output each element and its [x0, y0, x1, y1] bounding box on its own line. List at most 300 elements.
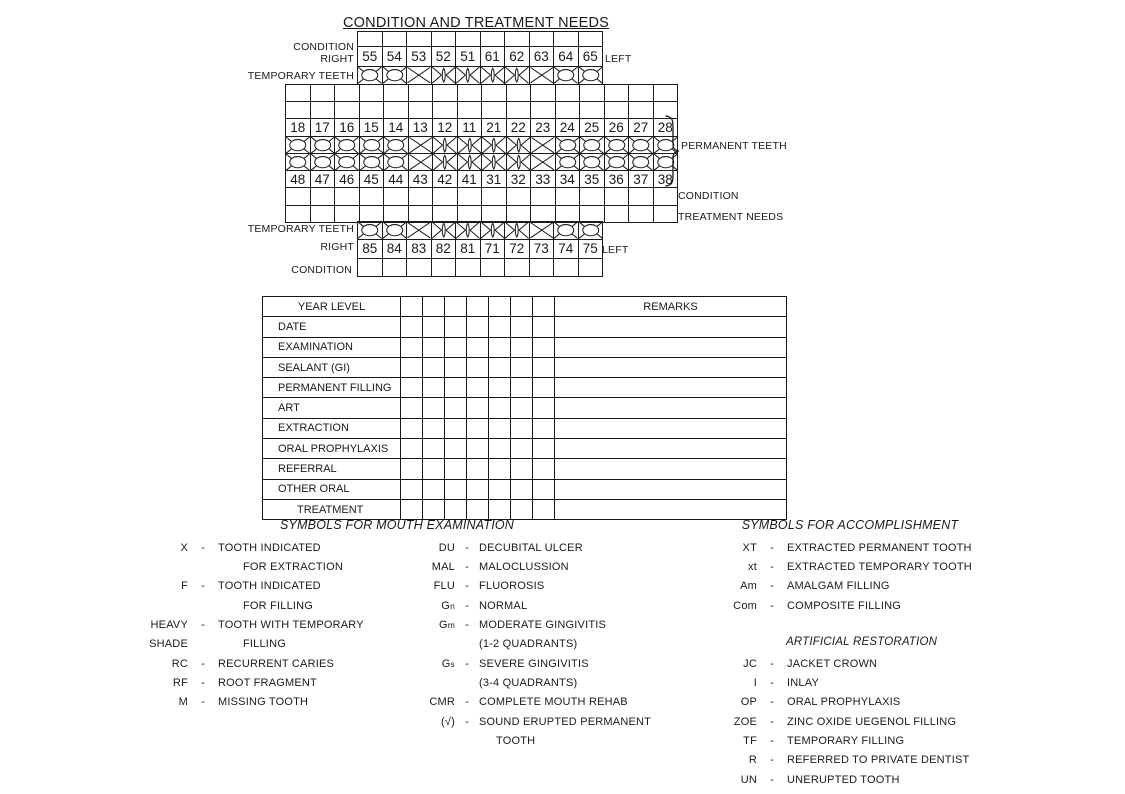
cell-r2-c1[interactable]	[401, 337, 423, 357]
tooth-symbol-21-incisor	[482, 136, 507, 153]
remarks-cell-r8[interactable]	[555, 459, 787, 479]
lower-temp-condition-cell-7[interactable]	[505, 259, 530, 277]
legend-code: F	[181, 580, 188, 593]
row-label-other-oral: OTHER ORAL	[263, 479, 401, 499]
right-bottom-label: RIGHT	[320, 241, 354, 253]
tooth-symbol-43-cross	[408, 153, 433, 170]
upper-treatment-needs-cell-15[interactable]	[629, 85, 654, 102]
upper-temp-condition-cell-1[interactable]	[358, 32, 383, 47]
tooth-symbol-36-molar	[604, 153, 629, 170]
tooth-symbol-16-molar	[335, 136, 360, 153]
legend-entry	[385, 596, 651, 615]
upper-treatment-needs-cell-11[interactable]	[531, 85, 556, 102]
legend-code: HEAVY	[150, 619, 188, 632]
legend-code: Gm	[438, 619, 455, 632]
tooth-symbol-24-molar	[555, 136, 580, 153]
tooth-symbol-82-incisor	[431, 222, 456, 240]
tooth-symbol-72-incisor	[505, 222, 530, 240]
legend-entry	[385, 557, 651, 576]
cell-r7-c2[interactable]	[423, 439, 445, 459]
treatment-needs-cell-16[interactable]	[653, 205, 678, 222]
condition-bottom-label: CONDITION	[291, 264, 352, 276]
tooth-symbol-27-molar	[629, 136, 654, 153]
tooth-number-37: 37	[629, 171, 654, 188]
cell-r8-c2[interactable]	[423, 459, 445, 479]
legend-text: ZINC OXIDE UEGENOL FILLING	[787, 715, 957, 728]
legend-entry	[690, 712, 969, 731]
legend-text: TEMPORARY FILLING	[787, 735, 905, 748]
legend-text: RECURRENT CARIES	[218, 657, 335, 670]
treatment-needs-cell-14[interactable]	[604, 205, 629, 222]
legend-text: FOR FILLING	[243, 599, 314, 612]
cell-r8-c5[interactable]	[489, 459, 511, 479]
tooth-number-26: 26	[604, 119, 629, 136]
tooth-number-73: 73	[529, 240, 554, 259]
upper-treatment-needs-cell-5[interactable]	[384, 85, 409, 102]
cell-r2-c7[interactable]	[533, 337, 555, 357]
cell-r6-c5[interactable]	[489, 418, 511, 438]
treatment-needs-cell-1[interactable]	[286, 205, 311, 222]
tooth-symbol-14-molar	[384, 136, 409, 153]
cell-r7-c7[interactable]	[533, 439, 555, 459]
cell-r9-c5[interactable]	[489, 479, 511, 499]
cell-r7-c1[interactable]	[401, 439, 423, 459]
accomplishment-list	[690, 538, 972, 615]
cell-r4-c1[interactable]	[401, 378, 423, 398]
remarks-cell-r10[interactable]	[555, 499, 787, 519]
upper-temp-condition-cell-2[interactable]	[382, 32, 407, 47]
cell-r3-c6[interactable]	[511, 357, 533, 377]
legend-entry	[120, 673, 364, 692]
upper-temp-condition-cell-7[interactable]	[505, 32, 530, 47]
tooth-number-13: 13	[408, 119, 433, 136]
upper-temp-condition-cell-8[interactable]	[529, 32, 554, 47]
lower-temp-condition-cell-10[interactable]	[578, 259, 603, 277]
tooth-symbol-55-molar	[358, 67, 383, 85]
condition-cell-1[interactable]	[286, 188, 311, 205]
legend-dash: -	[201, 677, 205, 690]
treatment-needs-cell-7[interactable]	[433, 205, 458, 222]
upper-condition-cell-4[interactable]	[359, 102, 384, 119]
upper-temp-condition-cell-3[interactable]	[407, 32, 432, 47]
remarks-cell-r5[interactable]	[555, 398, 787, 418]
remarks-cell-r3[interactable]	[555, 357, 787, 377]
treatment-needs-cell-12[interactable]	[555, 205, 580, 222]
cell-r10-c2[interactable]	[423, 499, 445, 519]
legend-text: FLUOROSIS	[479, 580, 545, 593]
tooth-number-35: 35	[580, 171, 605, 188]
remarks-cell-r7[interactable]	[555, 439, 787, 459]
upper-condition-cell-8[interactable]	[457, 102, 482, 119]
tooth-symbol-12-incisor	[433, 136, 458, 153]
legend-code: OP	[740, 696, 757, 709]
row-label-permanent-filling: PERMANENT FILLING	[263, 378, 401, 398]
cell-r5-c5[interactable]	[489, 398, 511, 418]
legend-dash: -	[201, 580, 205, 593]
upper-condition-cell-14[interactable]	[604, 102, 629, 119]
cell-r8-c6[interactable]	[511, 459, 533, 479]
cell-r1-c2[interactable]	[423, 317, 445, 337]
cell-r7-c6[interactable]	[511, 439, 533, 459]
condition-cell-6[interactable]	[408, 188, 433, 205]
upper-treatment-needs-cell-6[interactable]	[408, 85, 433, 102]
condition-cell-2[interactable]	[310, 188, 335, 205]
treatment-needs-cell-2[interactable]	[310, 205, 335, 222]
condition-cell-4[interactable]	[359, 188, 384, 205]
legend-text: MALOCLUSSION	[479, 561, 569, 574]
lower-temp-condition-cell-8[interactable]	[529, 259, 554, 277]
cell-r6-c6[interactable]	[511, 418, 533, 438]
legend-code: (√)	[441, 715, 455, 728]
tooth-symbol-44-molar	[384, 153, 409, 170]
upper-treatment-needs-cell-7[interactable]	[433, 85, 458, 102]
year-level-cell-4[interactable]	[467, 297, 489, 317]
cell-r5-c4[interactable]	[467, 398, 489, 418]
lower-temp-condition-cell-4[interactable]	[431, 259, 456, 277]
upper-condition-cell-5[interactable]	[384, 102, 409, 119]
remarks-cell-r9[interactable]	[555, 479, 787, 499]
legend-text: ROOT FRAGMENT	[218, 677, 317, 690]
mouth-examination-right-column	[385, 538, 651, 751]
legend-entry	[690, 538, 972, 557]
cell-r6-c4[interactable]	[467, 418, 489, 438]
treatment-needs-cell-8[interactable]	[457, 205, 482, 222]
tooth-number-12: 12	[433, 119, 458, 136]
cell-r5-c3[interactable]	[445, 398, 467, 418]
condition-cell-8[interactable]	[457, 188, 482, 205]
tooth-symbol-48-molar	[286, 153, 311, 170]
cell-r7-c3[interactable]	[445, 439, 467, 459]
legend-text: COMPLETE MOUTH REHAB	[479, 696, 628, 709]
cell-r10-c4[interactable]	[467, 499, 489, 519]
cell-r2-c6[interactable]	[511, 337, 533, 357]
cell-r10-c3[interactable]	[445, 499, 467, 519]
upper-temporary-teeth-grid	[357, 31, 603, 85]
cell-r2-c2[interactable]	[423, 337, 445, 357]
tooth-number-15: 15	[359, 119, 384, 136]
upper-temp-condition-cell-10[interactable]	[578, 32, 603, 47]
legend-text: ORAL PROPHYLAXIS	[787, 696, 901, 709]
treatment-record-table	[262, 296, 787, 520]
upper-condition-cell-11[interactable]	[531, 102, 556, 119]
upper-treatment-needs-cell-16[interactable]	[653, 85, 678, 102]
cell-r3-c2[interactable]	[423, 357, 445, 377]
treatment-needs-cell-10[interactable]	[506, 205, 531, 222]
year-level-cell-2[interactable]	[423, 297, 445, 317]
upper-treatment-needs-cell-14[interactable]	[604, 85, 629, 102]
cell-r8-c1[interactable]	[401, 459, 423, 479]
tooth-symbol-34-molar	[555, 153, 580, 170]
cell-r4-c4[interactable]	[467, 378, 489, 398]
legend-entry	[690, 731, 969, 750]
cell-r3-c1[interactable]	[401, 357, 423, 377]
treatment-needs-cell-5[interactable]	[384, 205, 409, 222]
cell-r4-c3[interactable]	[445, 378, 467, 398]
tooth-symbol-26-molar	[604, 136, 629, 153]
tooth-symbol-25-molar	[580, 136, 605, 153]
year-level-cell-3[interactable]	[445, 297, 467, 317]
row-label-treatment: TREATMENT	[263, 499, 401, 519]
legend-entry	[120, 596, 364, 615]
condition-cell-7[interactable]	[433, 188, 458, 205]
legend-text: EXTRACTED TEMPORARY TOOTH	[787, 561, 972, 574]
cell-r5-c7[interactable]	[533, 398, 555, 418]
upper-temp-condition-cell-4[interactable]	[431, 32, 456, 47]
cell-r6-c7[interactable]	[533, 418, 555, 438]
tooth-symbol-37-molar	[629, 153, 654, 170]
left-bottom-label: LEFT	[602, 244, 629, 256]
tooth-number-33: 33	[531, 171, 556, 188]
mouth-examination-left-column	[120, 538, 364, 712]
legend-code: Com	[733, 599, 757, 612]
legend-dash: -	[465, 599, 469, 612]
legend-entry	[120, 693, 364, 712]
row-label-sealant-gi-: SEALANT (GI)	[263, 357, 401, 377]
cell-r1-c7[interactable]	[533, 317, 555, 337]
cell-r3-c3[interactable]	[445, 357, 467, 377]
legend-text: UNERUPTED TOOTH	[787, 773, 900, 786]
tooth-symbol-42-incisor	[433, 153, 458, 170]
legend-text: MISSING TOOTH	[218, 696, 309, 709]
upper-condition-cell-13[interactable]	[580, 102, 605, 119]
condition-right-label: CONDITION	[678, 190, 739, 202]
condition-cell-13[interactable]	[580, 188, 605, 205]
treatment-needs-cell-13[interactable]	[580, 205, 605, 222]
cell-r1-c4[interactable]	[467, 317, 489, 337]
cell-r2-c5[interactable]	[489, 337, 511, 357]
tooth-symbol-65-molar	[578, 67, 603, 85]
condition-cell-10[interactable]	[506, 188, 531, 205]
tooth-number-25: 25	[580, 119, 605, 136]
legend-entry	[120, 635, 364, 654]
cell-r9-c3[interactable]	[445, 479, 467, 499]
legend-text: JACKET CROWN	[787, 657, 878, 670]
tooth-symbol-75-molar	[578, 222, 603, 240]
legend-text: DECUBITAL ULCER	[479, 541, 583, 554]
cell-r1-c5[interactable]	[489, 317, 511, 337]
legend-entry	[385, 693, 651, 712]
tooth-symbol-53-cross	[407, 67, 432, 85]
artificial-restoration-subtitle: ARTIFICIAL RESTORATION	[786, 636, 938, 648]
condition-cell-11[interactable]	[531, 188, 556, 205]
tooth-number-22: 22	[506, 119, 531, 136]
lower-temp-condition-cell-1[interactable]	[358, 259, 383, 277]
upper-condition-cell-6[interactable]	[408, 102, 433, 119]
tooth-symbol-15-molar	[359, 136, 384, 153]
remarks-cell-r6[interactable]	[555, 418, 787, 438]
upper-condition-cell-2[interactable]	[310, 102, 335, 119]
upper-treatment-needs-cell-3[interactable]	[335, 85, 360, 102]
upper-condition-cell-9[interactable]	[482, 102, 507, 119]
legend-dash: -	[770, 657, 774, 670]
legend-code: Am	[740, 580, 757, 593]
legend-text: AMALGAM FILLING	[787, 580, 890, 593]
cell-r5-c2[interactable]	[423, 398, 445, 418]
cell-r9-c4[interactable]	[467, 479, 489, 499]
legend-dash: -	[201, 619, 205, 632]
cell-r8-c7[interactable]	[533, 459, 555, 479]
lower-temp-condition-cell-2[interactable]	[382, 259, 407, 277]
legend-dash: -	[770, 561, 774, 574]
upper-treatment-needs-cell-8[interactable]	[457, 85, 482, 102]
cell-r1-c3[interactable]	[445, 317, 467, 337]
legend-text: MODERATE GINGIVITIS	[479, 619, 607, 632]
cell-r9-c1[interactable]	[401, 479, 423, 499]
cell-r9-c7[interactable]	[533, 479, 555, 499]
upper-treatment-needs-cell-2[interactable]	[310, 85, 335, 102]
legend-entry	[690, 577, 972, 596]
legend-code: Gn	[441, 599, 455, 612]
upper-condition-cell-15[interactable]	[629, 102, 654, 119]
legend-dash: -	[770, 696, 774, 709]
cell-r2-c4[interactable]	[467, 337, 489, 357]
upper-treatment-needs-cell-12[interactable]	[555, 85, 580, 102]
treatment-needs-cell-3[interactable]	[335, 205, 360, 222]
legend-code: JC	[743, 657, 757, 670]
cell-r7-c5[interactable]	[489, 439, 511, 459]
tooth-symbol-85-molar	[358, 222, 383, 240]
treatment-needs-cell-15[interactable]	[629, 205, 654, 222]
upper-condition-cell-1[interactable]	[286, 102, 311, 119]
cell-r4-c2[interactable]	[423, 378, 445, 398]
remarks-cell-r2[interactable]	[555, 337, 787, 357]
treatment-needs-cell-11[interactable]	[531, 205, 556, 222]
legend-code: FLU	[433, 580, 455, 593]
legend-entry	[690, 770, 969, 789]
legend-code: TF	[743, 735, 757, 748]
cell-r3-c5[interactable]	[489, 357, 511, 377]
tooth-number-61: 61	[480, 47, 505, 67]
cell-r6-c1[interactable]	[401, 418, 423, 438]
cell-r6-c2[interactable]	[423, 418, 445, 438]
legend-text: REFERRED TO PRIVATE DENTIST	[787, 754, 970, 767]
cell-r5-c1[interactable]	[401, 398, 423, 418]
condition-cell-15[interactable]	[629, 188, 654, 205]
cell-r1-c1[interactable]	[401, 317, 423, 337]
upper-condition-cell-3[interactable]	[335, 102, 360, 119]
legend-code: X	[180, 541, 188, 554]
year-level-cell-5[interactable]	[489, 297, 511, 317]
year-level-cell-1[interactable]	[401, 297, 423, 317]
cell-r8-c3[interactable]	[445, 459, 467, 479]
tooth-number-24: 24	[555, 119, 580, 136]
upper-treatment-needs-cell-1[interactable]	[286, 85, 311, 102]
upper-condition-cell-7[interactable]	[433, 102, 458, 119]
year-level-cell-6[interactable]	[511, 297, 533, 317]
legend-code: RF	[172, 677, 188, 690]
lower-temp-condition-cell-5[interactable]	[456, 259, 481, 277]
treatment-needs-cell-9[interactable]	[482, 205, 507, 222]
cell-r8-c4[interactable]	[467, 459, 489, 479]
upper-treatment-needs-cell-10[interactable]	[506, 85, 531, 102]
legend-text: SEVERE GINGIVITIS	[479, 657, 589, 670]
upper-condition-cell-10[interactable]	[506, 102, 531, 119]
lower-temp-condition-cell-3[interactable]	[407, 259, 432, 277]
legend-entry	[120, 615, 364, 634]
tooth-number-81: 81	[456, 240, 481, 259]
upper-treatment-needs-cell-13[interactable]	[580, 85, 605, 102]
legend-text: FILLING	[243, 638, 286, 651]
cell-r1-c6[interactable]	[511, 317, 533, 337]
tooth-number-74: 74	[554, 240, 579, 259]
tooth-symbol-31-incisor	[482, 153, 507, 170]
permanent-teeth-grid	[285, 84, 678, 223]
row-label-oral-prophylaxis: ORAL PROPHYLAXIS	[263, 439, 401, 459]
tooth-symbol-41-incisor	[457, 153, 482, 170]
cell-r6-c3[interactable]	[445, 418, 467, 438]
condition-cell-12[interactable]	[555, 188, 580, 205]
cell-r10-c5[interactable]	[489, 499, 511, 519]
tooth-symbol-52-incisor	[431, 67, 456, 85]
upper-condition-cell-16[interactable]	[653, 102, 678, 119]
upper-condition-cell-12[interactable]	[555, 102, 580, 119]
condition-cell-9[interactable]	[482, 188, 507, 205]
tooth-number-14: 14	[384, 119, 409, 136]
tooth-number-47: 47	[310, 171, 335, 188]
condition-top-label: CONDITION	[293, 41, 354, 53]
treatment-needs-cell-6[interactable]	[408, 205, 433, 222]
cell-r7-c4[interactable]	[467, 439, 489, 459]
legend-text: (1-2 QUADRANTS)	[479, 638, 578, 651]
cell-r9-c2[interactable]	[423, 479, 445, 499]
cell-r10-c6[interactable]	[511, 499, 533, 519]
legend-entry	[120, 557, 364, 576]
legend-entry	[385, 654, 651, 673]
cell-r2-c3[interactable]	[445, 337, 467, 357]
tooth-number-75: 75	[578, 240, 603, 259]
condition-cell-3[interactable]	[335, 188, 360, 205]
cell-r3-c7[interactable]	[533, 357, 555, 377]
legend-entry	[385, 538, 651, 557]
cell-r3-c4[interactable]	[467, 357, 489, 377]
legend-text: TOOTH WITH TEMPORARY	[218, 619, 364, 632]
remarks-cell-r1[interactable]	[555, 317, 787, 337]
lower-temp-condition-cell-9[interactable]	[554, 259, 579, 277]
treatment-needs-right-label: TREATMENT NEEDS	[678, 211, 784, 223]
lower-temp-condition-cell-6[interactable]	[480, 259, 505, 277]
right-top-label: RIGHT	[320, 53, 354, 65]
legend-dash: -	[465, 541, 469, 554]
remarks-cell-r4[interactable]	[555, 378, 787, 398]
upper-treatment-needs-cell-9[interactable]	[482, 85, 507, 102]
upper-treatment-needs-cell-4[interactable]	[359, 85, 384, 102]
permanent-teeth-label: PERMANENT TEETH	[681, 140, 787, 152]
treatment-needs-cell-4[interactable]	[359, 205, 384, 222]
tooth-number-72: 72	[505, 240, 530, 259]
tooth-symbol-35-molar	[580, 153, 605, 170]
tooth-number-63: 63	[529, 47, 554, 67]
upper-temp-condition-cell-6[interactable]	[480, 32, 505, 47]
condition-cell-16[interactable]	[653, 188, 678, 205]
legend-text: TOOTH INDICATED	[218, 541, 321, 554]
cell-r4-c6[interactable]	[511, 378, 533, 398]
upper-temp-condition-cell-9[interactable]	[554, 32, 579, 47]
legend-entry	[690, 596, 972, 615]
cell-r10-c7[interactable]	[533, 499, 555, 519]
cell-r4-c7[interactable]	[533, 378, 555, 398]
upper-temp-condition-cell-5[interactable]	[456, 32, 481, 47]
cell-r4-c5[interactable]	[489, 378, 511, 398]
legend-entry	[120, 654, 364, 673]
condition-cell-5[interactable]	[384, 188, 409, 205]
cell-r10-c1[interactable]	[401, 499, 423, 519]
legend-dash: -	[770, 715, 774, 728]
cell-r5-c6[interactable]	[511, 398, 533, 418]
legend-code: CMR	[429, 696, 455, 709]
cell-r9-c6[interactable]	[511, 479, 533, 499]
condition-cell-14[interactable]	[604, 188, 629, 205]
year-level-cell-7[interactable]	[533, 297, 555, 317]
